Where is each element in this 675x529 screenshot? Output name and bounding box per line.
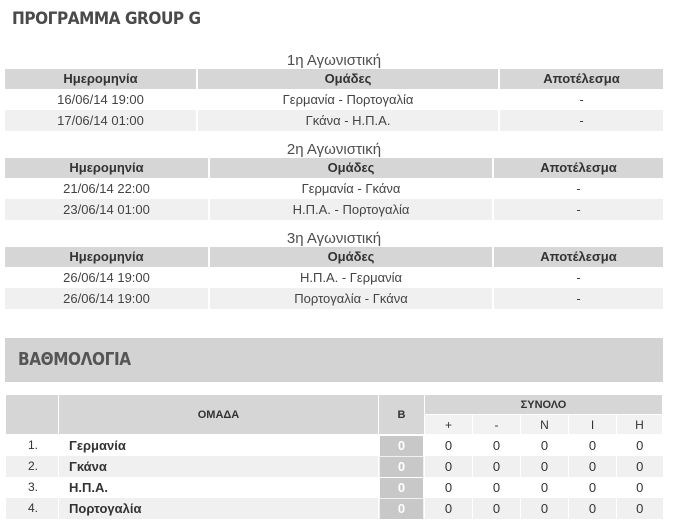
round-3: [5, 230, 663, 309]
match-teams: Γερμανία - Γκάνα: [209, 178, 493, 199]
standings-row: [6, 435, 663, 457]
match-result: -: [493, 288, 663, 309]
match-teams: Η.Π.Α. - Πορτογαλία: [209, 199, 493, 220]
row-plus: 0: [425, 498, 473, 519]
draws-header: Ι: [569, 415, 617, 435]
round-title: 3η Αγωνιστική: [286, 230, 382, 247]
match-row: [5, 288, 663, 309]
match-result: -: [499, 110, 663, 131]
total-header: ΣΥΝΟΛΟ: [425, 395, 663, 415]
match-row: [5, 199, 663, 220]
minus-header: -: [473, 415, 521, 435]
pos-header: [6, 395, 59, 435]
match-result: -: [493, 199, 663, 220]
row-minus: 0: [473, 435, 521, 457]
match-result: -: [579, 92, 584, 107]
result-header: Αποτέλεσμα: [493, 158, 663, 178]
row-team: Η.Π.Α.: [59, 477, 379, 498]
row-minus: 0: [473, 456, 521, 477]
losses-header: Η: [617, 415, 663, 435]
standings-row: [6, 477, 663, 498]
row-wins: 0: [521, 435, 569, 457]
match-row: [5, 178, 663, 199]
points-value: 0: [380, 436, 423, 456]
match-row: [5, 89, 663, 110]
match-row: [5, 110, 663, 131]
row-minus: 0: [473, 498, 521, 519]
match-teams: Γερμανία - Πορτογαλία: [197, 89, 499, 110]
match-teams: Πορτογαλία - Γκάνα: [209, 288, 493, 309]
points-value: 0: [380, 499, 423, 519]
plus-header: +: [425, 415, 473, 435]
matches-table: [5, 158, 663, 220]
standings-row: [6, 456, 663, 477]
round-1: [5, 52, 663, 131]
match-row: [5, 267, 663, 288]
teams-header: Ομάδες: [197, 69, 499, 89]
row-team: Γκάνα: [59, 456, 379, 477]
round-2: [5, 141, 663, 220]
match-date: 17/06/14 01:00: [5, 110, 197, 131]
row-losses: 0: [617, 456, 663, 477]
row-plus: 0: [425, 435, 473, 457]
date-header: Ημερομηνία: [5, 69, 197, 89]
points-value: 0: [380, 478, 423, 498]
row-position: 1.: [6, 435, 59, 457]
matches-table: [5, 69, 663, 131]
row-draws: 0: [569, 456, 617, 477]
row-points: [379, 498, 425, 519]
row-losses: 0: [617, 435, 663, 457]
standings-title: ΒΑΘΜΟΛΟΓΙΑ: [18, 349, 131, 370]
row-wins: 0: [521, 456, 569, 477]
date-header: Ημερομηνία: [5, 158, 209, 178]
row-position: 2.: [6, 456, 59, 477]
row-points: [379, 456, 425, 477]
row-points: [379, 477, 425, 498]
match-result: -: [576, 181, 581, 196]
row-losses: 0: [617, 477, 663, 498]
row-losses: 0: [617, 498, 663, 519]
row-wins: 0: [521, 477, 569, 498]
points-value: 0: [380, 457, 423, 477]
matches-table: [5, 247, 663, 309]
row-team: Πορτογαλία: [59, 498, 379, 519]
match-date: 16/06/14 19:00: [5, 89, 197, 110]
standings-header: [5, 338, 663, 382]
row-position: 4.: [6, 498, 59, 519]
standings-row: [6, 498, 663, 519]
row-points: [379, 435, 425, 457]
row-position: 3.: [6, 477, 59, 498]
teams-header: Ομάδες: [209, 158, 493, 178]
result-header: Αποτέλεσμα: [493, 247, 663, 267]
standings-table: [5, 394, 663, 519]
match-teams: Γκάνα - Η.Π.Α.: [197, 110, 499, 131]
round-title: 2η Αγωνιστική: [286, 141, 382, 158]
points-header: Β: [379, 395, 425, 435]
row-draws: 0: [569, 498, 617, 519]
match-date: 26/06/14 19:00: [5, 267, 209, 288]
match-result: -: [576, 270, 581, 285]
wins-header: Ν: [521, 415, 569, 435]
row-team: Γερμανία: [59, 435, 379, 457]
row-draws: 0: [569, 477, 617, 498]
row-plus: 0: [425, 477, 473, 498]
team-header: ΟΜΑΔΑ: [59, 395, 379, 435]
match-date: 26/06/14 19:00: [5, 288, 209, 309]
round-title: 1η Αγωνιστική: [286, 52, 382, 69]
row-plus: 0: [425, 456, 473, 477]
row-wins: 0: [521, 498, 569, 519]
result-header: Αποτέλεσμα: [499, 69, 663, 89]
teams-header: Ομάδες: [209, 247, 493, 267]
match-date: 21/06/14 22:00: [5, 178, 209, 199]
match-teams: Η.Π.Α. - Γερμανία: [209, 267, 493, 288]
row-draws: 0: [569, 435, 617, 457]
program-title: ΠΡΟΓΡΑΜΜΑ GROUP G: [12, 9, 201, 29]
row-minus: 0: [473, 477, 521, 498]
match-date: 23/06/14 01:00: [5, 199, 209, 220]
date-header: Ημερομηνία: [5, 247, 209, 267]
